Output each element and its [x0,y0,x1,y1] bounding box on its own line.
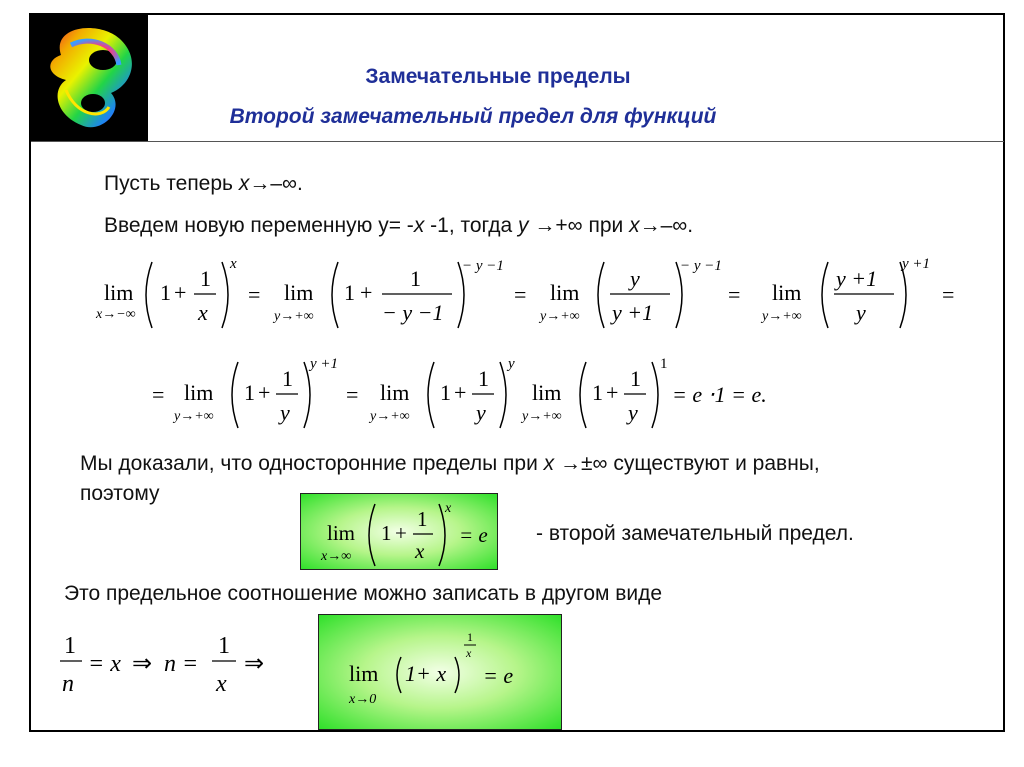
plus: + [258,380,271,405]
numerator: 1 [630,366,641,391]
left-paren [580,362,586,428]
text-line-proved [80,452,820,476]
plus: + [606,380,619,405]
text-span: →±∞ [554,452,608,475]
header-divider [31,141,1004,142]
left-paren [369,504,375,566]
exponent: y +1 [310,356,339,372]
second-limit-formula [301,494,499,571]
lim-subscript: y→+∞ [522,409,562,424]
lim-subscript: y→+∞ [762,309,802,324]
lim-label: lim [184,380,214,405]
one: 1 [381,521,392,545]
lim-subscript: y→+∞ [174,409,214,424]
implies-arrow: ⇒ [132,651,153,677]
text-span: Мы доказали, что односторонние пределы при [80,452,544,475]
text-span: -1, тогда [424,214,519,237]
second-limit-caption: - второй замечательный предел. [536,522,854,545]
implies-arrow: ⇒ [244,651,265,677]
exponent: y [508,356,515,372]
numerator: y +1 [836,266,878,291]
lim-label: lim [772,280,802,305]
lim-subscript: y→+∞ [274,309,314,324]
numerator: 1 [218,633,230,659]
result: = e ⋅1 = e. [672,382,767,407]
plus: + [395,521,407,545]
page-subtitle: Второй замечательный предел для функций [229,105,717,128]
one: 1 [244,380,255,405]
result: = e [483,663,514,688]
text-span: Введем новую переменную y= - [104,214,414,237]
lim-label: lim [349,661,379,686]
text-line-let [104,172,303,196]
exponent: − y −1 [680,258,722,274]
left-paren [146,262,152,328]
left-paren [332,262,338,328]
n-equals: n = [164,651,199,677]
left-paren [232,362,238,428]
var-x: x [413,214,425,237]
lim-subscript: y→+∞ [540,309,580,324]
denominator: y [476,400,486,425]
one: 1 [160,280,171,305]
text-span: →+∞ при [528,214,630,237]
plus: + [454,380,467,405]
exponent: x [445,501,452,516]
alternative-form-box [318,614,562,730]
lim-subscript: x→∞ [321,549,352,564]
page-title: Замечательные пределы [365,65,631,88]
equals: = [152,382,165,407]
plus: + [360,280,373,305]
lim-subscript: x→0 [349,692,377,707]
lim-label: lim [327,521,356,545]
exponent: 1 [660,356,668,372]
exponent: x [230,256,237,272]
denominator: n [62,671,74,697]
exponent-numerator: 1 [467,630,473,644]
denominator: y [280,400,290,425]
numerator: 1 [417,507,428,531]
equals: = [346,382,359,407]
equals: = [942,282,955,307]
denominator: y [628,400,638,425]
text-line-other-form: Это предельное соотношение можно записать в другом виде [64,582,663,605]
var-y: y [518,214,529,237]
lim-subscript: y→+∞ [370,409,410,424]
numerator: 1 [200,266,211,291]
one: 1 [344,280,355,305]
numerator: 1 [478,366,489,391]
lim-label: lim [284,280,314,305]
equals-x: = x [88,651,121,677]
var-x: x [629,214,640,237]
lim-subscript: x→−∞ [96,307,136,322]
left-paren [822,262,828,328]
left-paren [598,262,604,328]
denominator: x [198,300,208,325]
exponent: y +1 [902,256,931,272]
denominator: x [415,539,425,563]
rainbow-torus-logo [31,15,148,141]
equation-row-2 [150,350,790,440]
denominator: − y −1 [382,300,444,325]
text-span: →–∞. [639,214,694,237]
left-paren [397,657,401,693]
text-span: →–∞. [249,172,303,195]
result: = e [459,523,488,547]
var-x: x [238,172,250,195]
equals: = [248,282,261,307]
lim-label: lim [550,280,580,305]
alternative-form-formula [319,615,563,731]
var-x: x [543,452,555,475]
base: 1+ x [405,661,447,686]
right-paren [455,657,459,693]
text-line-substitution [104,214,693,238]
right-paren [222,262,228,328]
text-span: Пусть теперь [104,172,239,195]
right-paren [652,362,658,428]
lim-label: lim [104,280,134,305]
exponent: − y −1 [462,258,504,274]
denominator: y +1 [612,300,654,325]
lim-label: lim [380,380,410,405]
lim-label: lim [532,380,562,405]
text-line-therefore: поэтому [80,482,160,505]
one: 1 [592,380,603,405]
exponent-denominator: x [466,646,472,660]
denominator: y [856,300,866,325]
numerator: 1 [282,366,293,391]
numerator: 1 [64,633,76,659]
one: 1 [440,380,451,405]
substitution-formula [58,625,288,715]
plus: + [174,280,187,305]
second-limit-box [300,493,498,570]
numerator: 1 [410,266,421,291]
text-span: существуют и равны, [607,452,820,475]
equals: = [514,282,527,307]
denominator: x [216,671,227,697]
right-paren [500,362,506,428]
equals: = [728,282,741,307]
numerator: y [630,266,640,291]
left-paren [428,362,434,428]
equation-row-1 [90,250,970,340]
